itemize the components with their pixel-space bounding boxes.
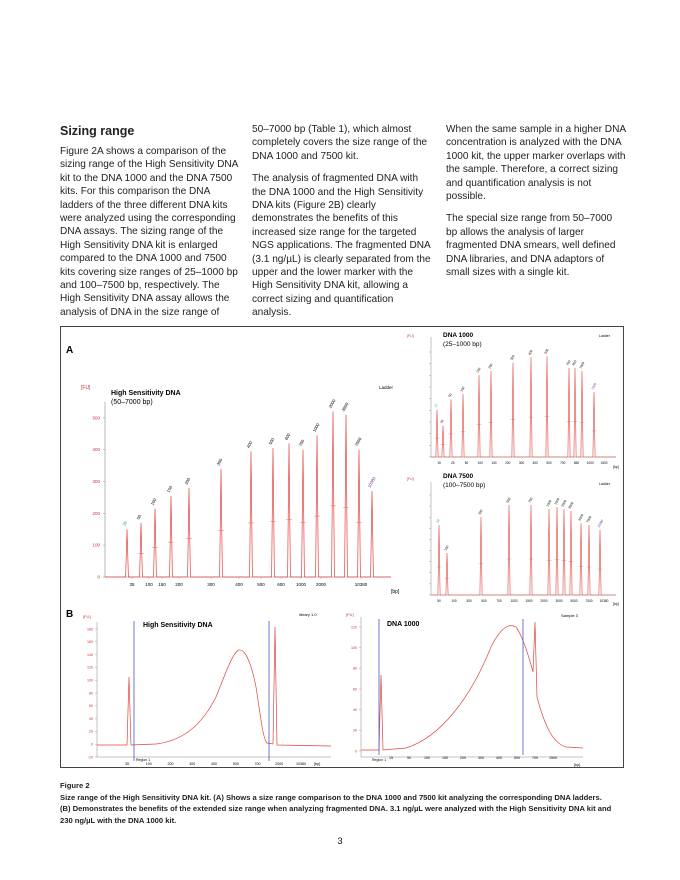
chart-b-dna-1000 (346, 612, 583, 767)
x-tick-label: 300 (189, 762, 196, 766)
peak-label: 100 (149, 497, 158, 507)
x-tick-label: 700 (496, 599, 502, 603)
x-tick-label: 300 (207, 582, 215, 587)
chart-subtitle: (100–7500 bp) (443, 482, 486, 489)
y-unit: [FU] (346, 612, 354, 617)
peak-label: 5000 (577, 513, 585, 522)
sample-trace (97, 627, 331, 746)
paragraph: The special size range from 50–7000 bp allows the analysis of larger fragmented DNA smears, well defined DNA libraries, and DNA adaptors of small sizes with a single kit. (446, 213, 616, 279)
peak-label: 150 (475, 366, 482, 374)
peak-label: 700 (297, 438, 306, 448)
x-tick-label: 700 (254, 762, 261, 766)
x-tick-label: 7000 (585, 599, 593, 603)
x-tick-label: 1000 (295, 582, 307, 587)
peak-label: 3000 (340, 401, 350, 413)
chart-title: DNA 7500 (443, 473, 474, 480)
peak-label: 2000 (327, 398, 337, 410)
peak-label: 300 (477, 508, 484, 516)
chart-high-sensitivity (81, 385, 400, 595)
text-column-3 (446, 123, 626, 288)
y-tick-label: 0 (355, 749, 357, 754)
chart-title: DNA 1000 (387, 621, 420, 628)
y-tick-label: 40 (353, 707, 357, 712)
sample-label: Sample 3 (561, 613, 578, 618)
y-tick-label: 60 (353, 687, 357, 692)
y-tick-label: 500 (92, 415, 100, 421)
caption-line: (B) Demonstrates the benefits of the extended size range when analyzing fragmented DNA. 3.1 ng/µL were analyzed with the High Sensitivity DNA kit and (60, 804, 612, 813)
y-unit: [FU] (83, 614, 91, 619)
y-tick-label: 300 (92, 479, 100, 485)
x-tick-label: 1000 (586, 461, 594, 465)
x-tick-label: 50 (437, 599, 441, 603)
x-tick-label: 200 (175, 582, 183, 587)
y-tick-label: 140 (87, 652, 93, 657)
x-tick-label: 400 (211, 762, 217, 766)
text-column-1 (60, 123, 240, 328)
x-tick-label: 100 (145, 582, 153, 587)
peak-label: 500 (267, 437, 276, 446)
peak-label: 400 (245, 440, 254, 449)
peak-label: 1000 (545, 499, 553, 508)
peak-label: 35 (121, 520, 129, 527)
x-unit: [bp] (613, 465, 619, 469)
region-label: Region 1 (136, 758, 151, 762)
chart-subtitle: (50–7000 bp) (111, 399, 153, 406)
caption-title: Figure 2 (60, 781, 90, 790)
x-tick-label: 300 (478, 756, 484, 760)
x-tick-label: 35 (129, 582, 135, 587)
x-tick-label: 500 (514, 756, 520, 760)
paragraph: When the same sample in a higher DNA concentration is analyzed with the DNA 1000 kit, the upper marker overlaps with the sample. Therefore, a correct sizing and quantification analysis is not possible. (446, 124, 626, 203)
x-tick-label: 200 (460, 756, 466, 760)
x-unit: [bp] (574, 763, 581, 767)
x-tick-label: 2000 (275, 762, 284, 766)
x-tick-label: 1500 (525, 599, 533, 603)
x-tick-label: 500 (546, 461, 552, 465)
paragraph: 50–7000 bp (Table 1), which almost completely covers the size range of the DNA 1000 and 7500 kit. (252, 124, 428, 162)
chart-title: High Sensitivity DNA (143, 622, 213, 629)
x-tick-label: 200 (167, 762, 174, 766)
x-tick-label: 10380 (354, 582, 368, 587)
peak-label: 3000 (567, 501, 575, 510)
x-tick-label: 15 (389, 756, 393, 760)
peak-label: 600 (283, 432, 292, 441)
x-tick-label: 100 (145, 762, 152, 766)
x-tick-label: 50 (464, 461, 469, 465)
y-tick-label: 200 (92, 510, 100, 516)
x-tick-label: 700 (560, 461, 566, 465)
y-unit: [FU] (81, 385, 91, 391)
figure-2 (60, 326, 624, 768)
x-tick-label: 300 (518, 461, 525, 465)
region-label: Region 1 (372, 758, 387, 762)
ladder-label: Ladder (379, 385, 394, 390)
sample-trace (361, 622, 583, 750)
peak-label: 500 (505, 496, 512, 504)
x-tick-label: 700 (532, 756, 538, 760)
peak-label: 150 (165, 484, 174, 494)
panel-a-label: A (66, 345, 74, 356)
x-tick-label: 5000 (570, 599, 578, 603)
y-tick-label: 0 (97, 574, 100, 580)
peak-label: 200 (183, 476, 192, 486)
y-tick-label: 80 (89, 691, 93, 696)
x-tick-label: 100 (477, 461, 483, 465)
x-tick-label: 2000 (315, 582, 327, 587)
peak-label: 700 (565, 359, 572, 367)
x-tick-label: 1000 (510, 599, 518, 603)
caption-line: Size range of the High Sensitivity DNA kit. (A) Shows a size range comparison to the DNA 1000 and 7500 kit analyzing the corresponding DNA ladders. (60, 792, 602, 802)
y-tick-label: 20 (89, 729, 93, 734)
y-tick-label: 100 (87, 678, 93, 683)
peak-label: 300 (509, 354, 516, 361)
peak-label: 50 (135, 513, 143, 521)
chart-dna-7500 (407, 473, 619, 606)
figure-svg (61, 327, 623, 767)
peak-label: 100 (459, 385, 466, 393)
chart-dna-1000 (407, 332, 619, 469)
ladder-label: Ladder (599, 482, 610, 486)
section-heading: Sizing range (60, 124, 135, 138)
peak-label: 7000 (353, 436, 363, 448)
ladder-trace (431, 356, 616, 457)
y-unit: [FU] (407, 477, 414, 481)
paragraph: The analysis of fragmented DNA with the DNA 1000 and the High Sensitivity DNA kits (Figure 2B) clearly demonstrates the benefits of this increased size range for the targeted NGS applications. The fragmented DNA (3.1 ng/µL) is clearly separated from the upper and the lower marker with the High Sensitivity DNA kit, allowing a correct sizing and quantification analysis. (252, 173, 431, 319)
peak-label: 50 (435, 518, 441, 524)
y-tick-label: 180 (87, 627, 93, 632)
x-tick-label: 500 (481, 599, 487, 603)
peak-label: 1000 (311, 422, 321, 433)
x-tick-label: 150 (442, 756, 448, 760)
peak-label: 200 (487, 362, 494, 370)
y-tick-label: 40 (89, 716, 93, 721)
peak-label: 15 (433, 403, 439, 409)
peak-label: 25 (439, 418, 445, 424)
text-column-2 (252, 123, 432, 329)
peak-label: 1000 (578, 361, 586, 370)
paragraph: Figure 2A shows a comparison of the sizing range of the High Sensitivity DNA kit to the DNA 1000 and the DNA 7500 kits. For this comparison the DNA ladders of the three different DNA kits were analyzed using the corresponding DNA assays. The sizing range of the High Sensitivity DNA kit is enlarged compared to the DNA 1000 and 7500 kits covering size ranges of 25–1000 bp and 100–7500 bp, respectively. The High Sensitivity DNA assay allows the analysis of DNA in the size range of (60, 146, 238, 318)
y-tick-label: 100 (351, 645, 357, 650)
peak-label: 50 (447, 392, 453, 398)
x-unit: [bp] (613, 602, 619, 606)
x-tick-label: 100 (424, 756, 430, 760)
chart-title: High Sensitivity DNA (111, 390, 181, 397)
x-unit: [bp] (391, 589, 400, 595)
y-tick-label: 400 (92, 447, 100, 453)
y-tick-label: 60 (89, 704, 93, 709)
page-number: 3 (337, 836, 343, 847)
peak-label: 10380 (366, 475, 377, 489)
peak-label: 100 (443, 544, 450, 552)
x-tick-label: 400 (235, 582, 243, 587)
x-tick-label: 10380 (296, 762, 306, 766)
x-tick-label: 400 (532, 461, 538, 465)
x-tick-label: 10380 (599, 599, 609, 603)
peak-label: 1500 (590, 382, 598, 391)
peak-label: 400 (527, 349, 534, 356)
x-tick-label: 35 (125, 762, 129, 766)
sample-label: library 1.0 (299, 612, 317, 617)
y-tick-label: 120 (351, 625, 357, 630)
x-tick-label: 400 (496, 756, 502, 760)
chart-b-high-sensitivity (83, 612, 331, 766)
peak-label: 7000 (585, 515, 593, 524)
x-tick-label: 25 (450, 461, 455, 465)
figure-caption (60, 780, 630, 826)
x-tick-label: 1500 (600, 461, 608, 465)
peak-label: 300 (215, 457, 224, 467)
x-tick-label: 150 (158, 582, 166, 587)
y-tick-label: 100 (92, 542, 100, 548)
x-tick-label: 2000 (540, 599, 548, 603)
x-tick-label: 600 (277, 582, 285, 587)
x-tick-label: 15 (437, 461, 441, 465)
panel-b-label: B (66, 609, 74, 620)
x-tick-label: 50 (407, 756, 411, 760)
y-tick-label: -20 (87, 755, 93, 760)
x-tick-label: 150 (491, 461, 497, 465)
x-tick-label: 200 (505, 461, 511, 465)
x-unit: [bp] (314, 762, 321, 766)
y-tick-label: 80 (353, 666, 357, 671)
peak-label: 850 (571, 359, 578, 367)
x-tick-label: 850 (573, 461, 580, 465)
ladder-trace (105, 412, 391, 577)
y-tick-label: 120 (87, 665, 93, 670)
x-tick-label: 3000 (555, 599, 563, 603)
y-unit: [FU] (407, 334, 414, 338)
x-tick-label: 500 (257, 582, 265, 587)
chart-title: DNA 1000 (443, 332, 474, 339)
peak-label: 1500 (553, 497, 561, 506)
caption-line: 230 ng/µL with the DNA 1000 kit. (60, 815, 177, 825)
x-tick-label: 100 (451, 599, 457, 603)
chart-subtitle: (25–1000 bp) (443, 341, 482, 348)
peak-label: 2000 (560, 499, 568, 508)
x-tick-label: 300 (466, 599, 472, 603)
y-tick-label: 20 (353, 728, 357, 733)
y-tick-label: 0 (91, 742, 93, 747)
y-tick-label: 160 (87, 640, 93, 645)
peak-label: 10380 (596, 518, 605, 529)
peak-label: 700 (527, 496, 534, 504)
ladder-label: Ladder (599, 334, 610, 338)
x-tick-label: 1500 (549, 756, 557, 760)
x-tick-label: 500 (232, 762, 239, 766)
peak-label: 500 (543, 348, 550, 355)
